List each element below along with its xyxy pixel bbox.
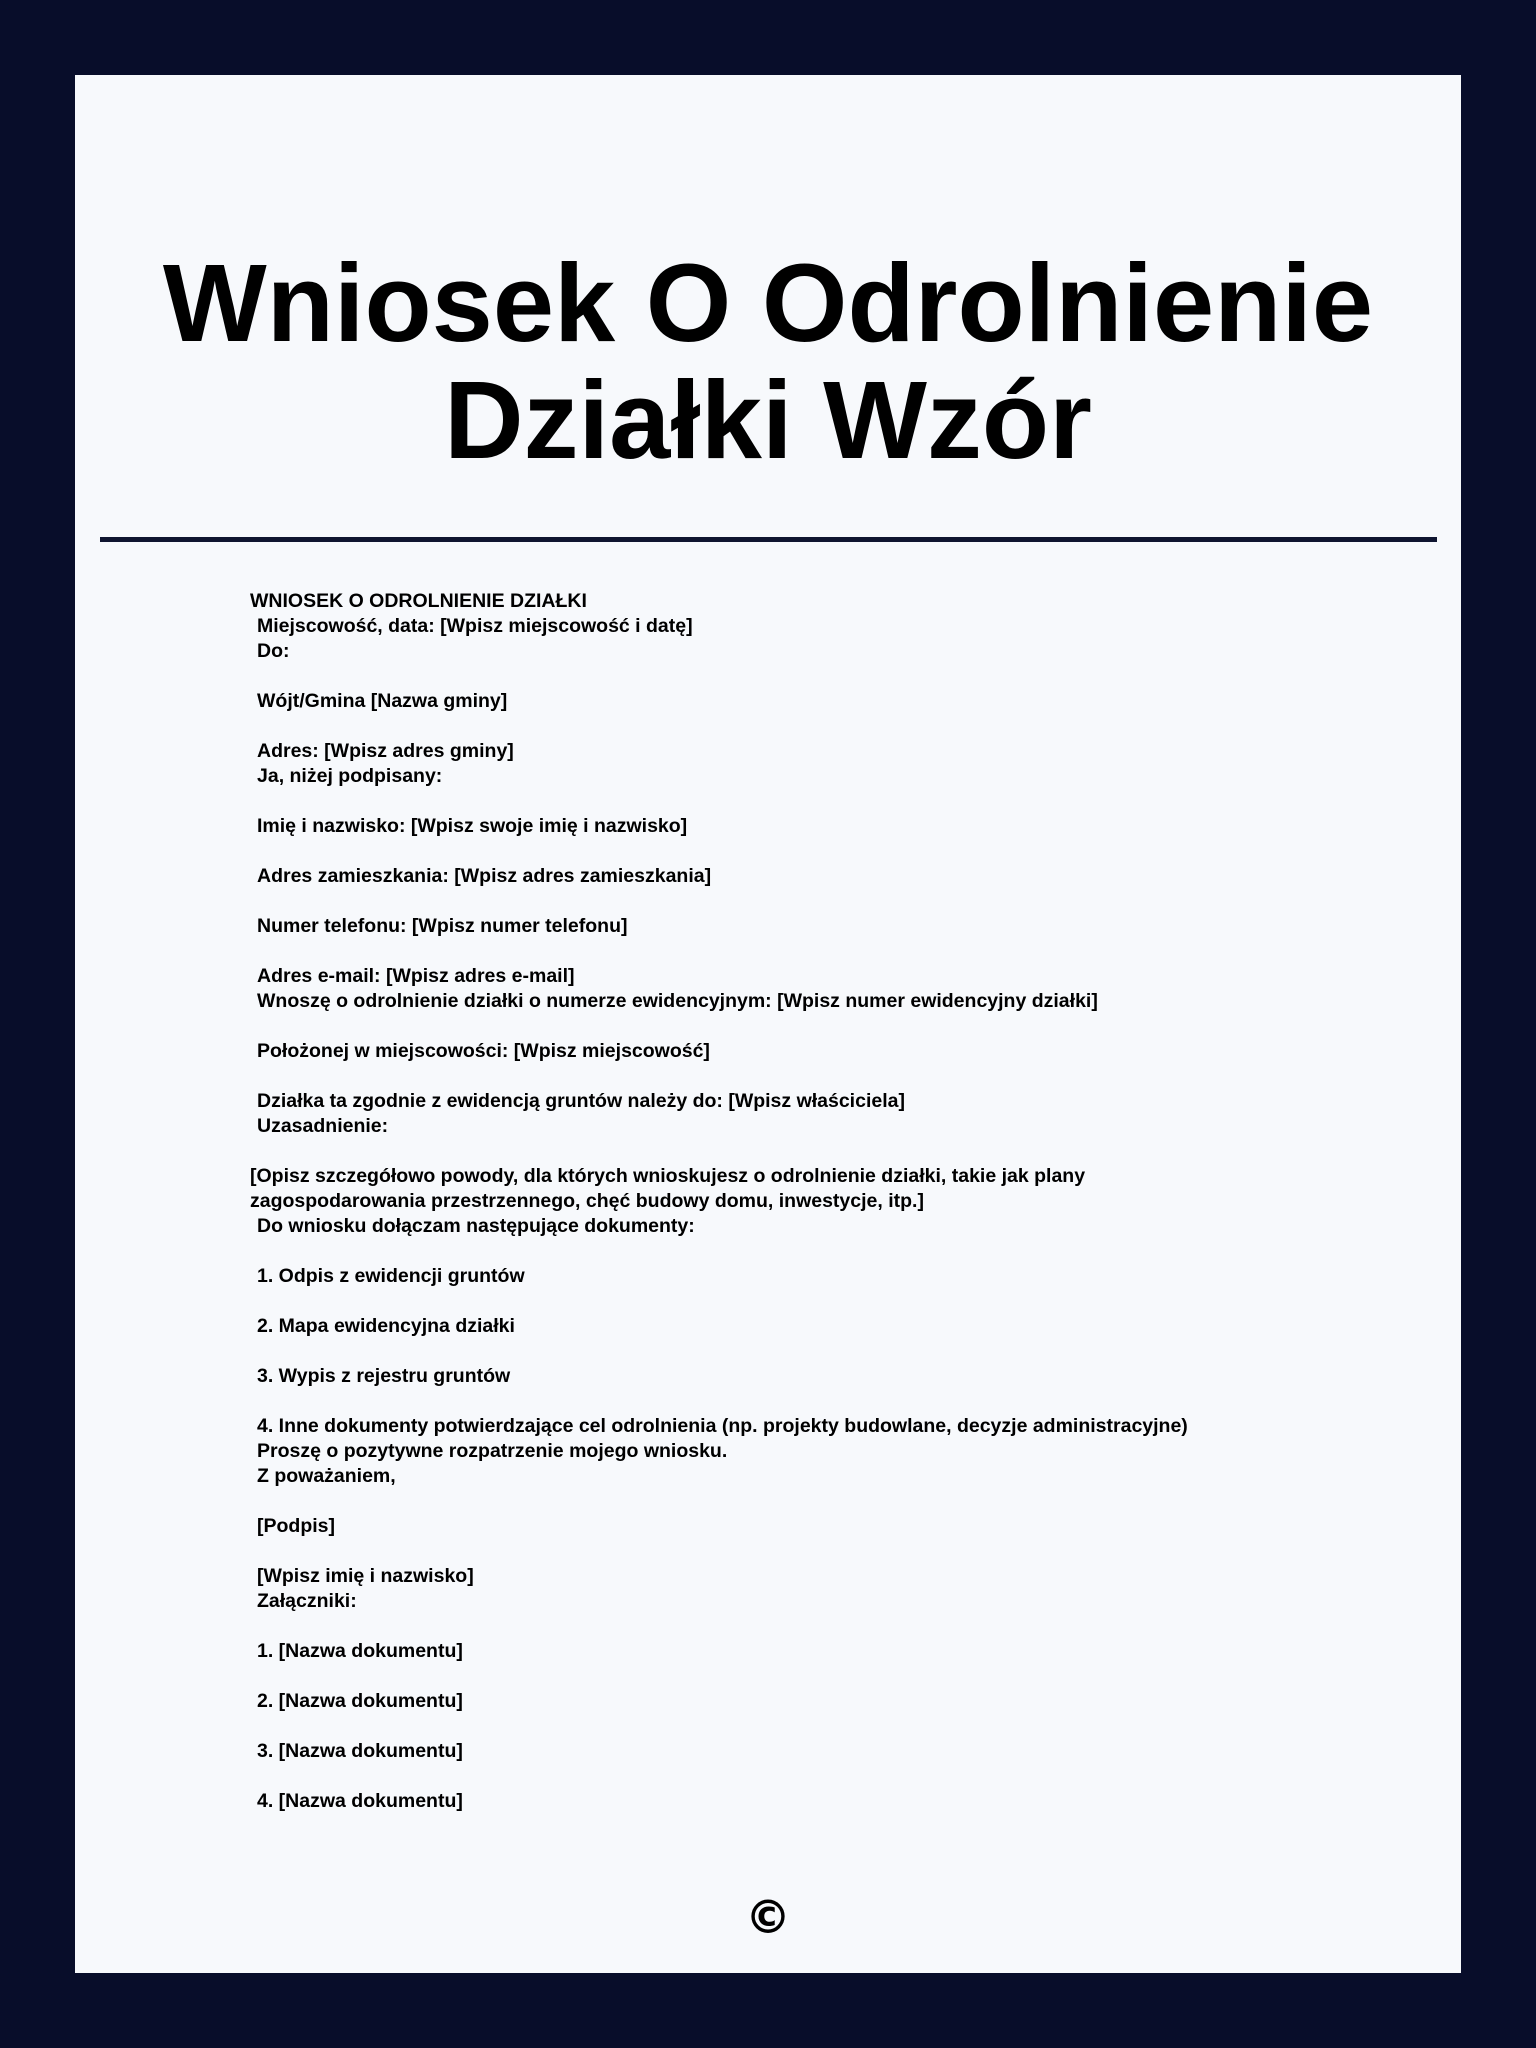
justification-label: Uzasadnienie:: [257, 1115, 389, 1137]
document-list-item: 4. Inne dokumenty potwierdzające cel odrolnienia (np. projekty budowlane, decyzje administracyjne): [257, 1415, 1188, 1437]
owner-line: Działka ta zgodnie z ewidencją gruntów należy do: [Wpisz właściciela]: [257, 1090, 905, 1112]
title-line-2: Działki Wzór: [444, 359, 1092, 482]
spacer: [250, 1714, 1300, 1739]
phone-line: Numer telefonu: [Wpisz numer telefonu]: [257, 915, 628, 937]
title-line-1: Wniosek O Odrolnienie: [162, 242, 1374, 365]
closing-request: Proszę o pozytywne rozpatrzenie mojego wniosku.: [257, 1440, 728, 1462]
spacer: [250, 839, 1300, 864]
spacer: [250, 664, 1300, 689]
email-line: Adres e-mail: [Wpisz adres e-mail]: [257, 965, 575, 987]
copyright-icon: ©: [745, 1890, 791, 1944]
signer-name-placeholder: [Wpisz imię i nazwisko]: [257, 1565, 474, 1587]
spacer: [250, 1014, 1300, 1039]
spacer: [250, 1289, 1300, 1314]
spacer: [250, 1614, 1300, 1639]
attachment-item: 3. [Nazwa dokumentu]: [257, 1740, 463, 1762]
form-heading: WNIOSEK O ODROLNIENIE DZIAŁKI: [250, 590, 587, 612]
spacer: [250, 1139, 1300, 1164]
spacer: [250, 1664, 1300, 1689]
place-date-line: Miejscowość, data: [Wpisz miejscowość i datę]: [257, 615, 693, 637]
document-list-item: 1. Odpis z ewidencji gruntów: [257, 1265, 525, 1287]
addressee-label: Do:: [257, 640, 290, 662]
spacer: [250, 1764, 1300, 1789]
document-list-item: 3. Wypis z rejestru gruntów: [257, 1365, 511, 1387]
name-line: Imię i nazwisko: [Wpisz swoje imię i nazwisko]: [257, 815, 688, 837]
spacer: [250, 939, 1300, 964]
attachments-label: Załączniki:: [257, 1590, 357, 1612]
attachment-item: 1. [Nazwa dokumentu]: [257, 1640, 463, 1662]
spacer: [250, 1389, 1300, 1414]
spacer: [250, 1539, 1300, 1564]
applicant-intro: Ja, niżej podpisany:: [257, 765, 443, 787]
spacer: [250, 889, 1300, 914]
attachment-item: 4. [Nazwa dokumentu]: [257, 1790, 463, 1812]
spacer: [250, 714, 1300, 739]
document-page: [75, 75, 1461, 1973]
spacer: [250, 1239, 1300, 1264]
location-line: Położonej w miejscowości: [Wpisz miejscowość]: [257, 1040, 710, 1062]
parcel-number-line: Wnoszę o odrolnienie działki o numerze ewidencyjnym: [Wpisz numer ewidencyjny działki]: [257, 990, 1098, 1012]
spacer: [250, 1064, 1300, 1089]
closing-salutation: Z poważaniem,: [257, 1465, 396, 1487]
spacer: [250, 1339, 1300, 1364]
title-divider: [100, 537, 1437, 542]
attachment-item: 2. [Nazwa dokumentu]: [257, 1690, 463, 1712]
attachments-intro: Do wniosku dołączam następujące dokumenty:: [257, 1215, 695, 1237]
municipality-line: Wójt/Gmina [Nazwa gminy]: [257, 690, 508, 712]
document-list-item: 2. Mapa ewidencyjna działki: [257, 1315, 515, 1337]
home-address-line: Adres zamieszkania: [Wpisz adres zamieszkania]: [257, 865, 712, 887]
spacer: [250, 1489, 1300, 1514]
document-body: [250, 589, 1300, 1814]
page-title: [75, 242, 1461, 482]
justification-text-1: [Opisz szczegółowo powody, dla których wnioskujesz o odrolnienie działki, takie jak plany: [250, 1165, 1086, 1187]
spacer: [250, 789, 1300, 814]
municipality-address-line: Adres: [Wpisz adres gminy]: [257, 740, 514, 762]
signature-placeholder: [Podpis]: [257, 1515, 335, 1537]
justification-text-2: zagospodarowania przestrzennego, chęć budowy domu, inwestycje, itp.]: [250, 1190, 924, 1212]
